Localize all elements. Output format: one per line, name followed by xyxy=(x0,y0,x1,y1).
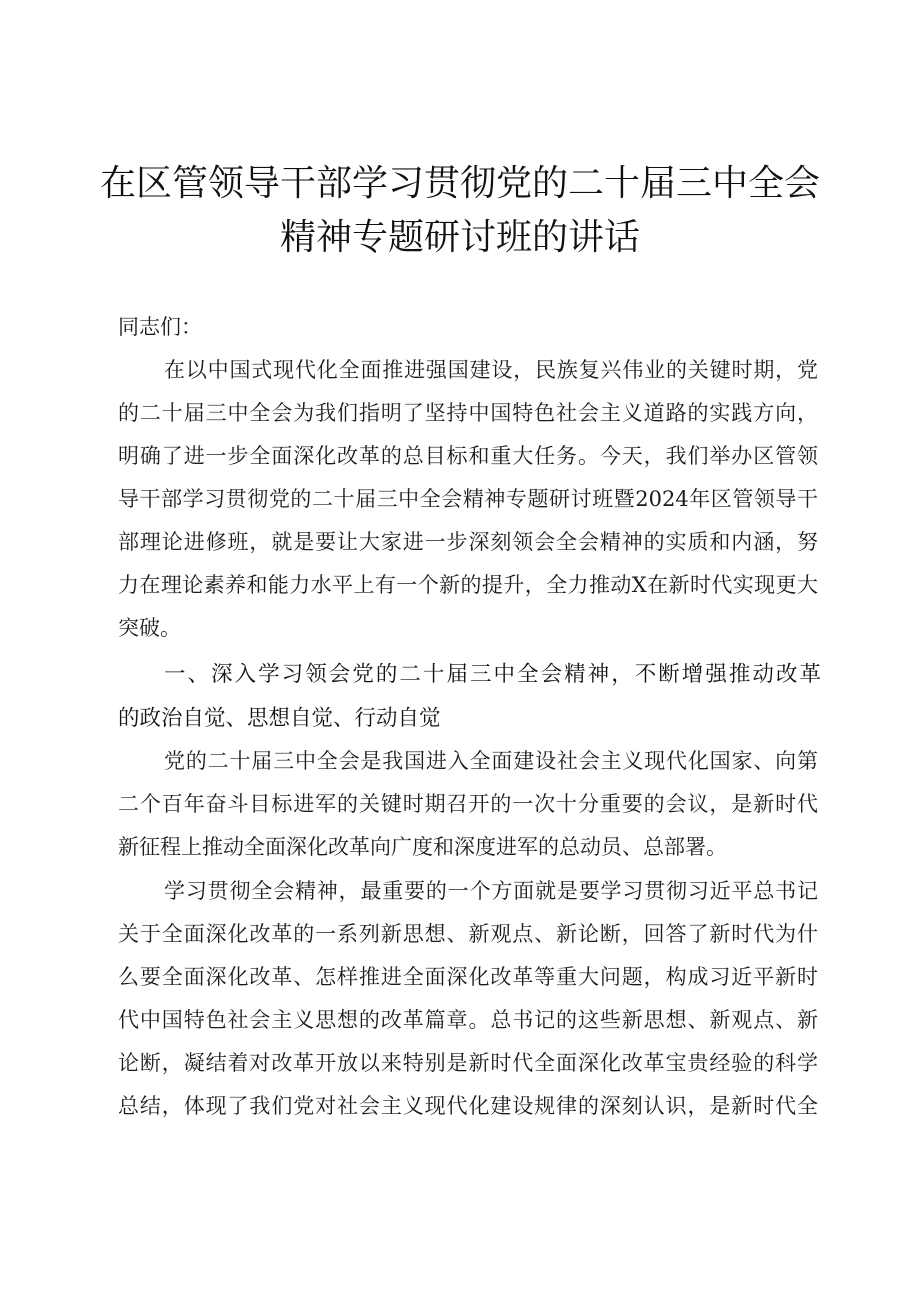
para3-line: 代中国特色社会主义思想的改革篇章。总书记的这些新思想、新观点、新 xyxy=(118,1008,818,1032)
para3-line: 论断，凝结着对改革开放以来特别是新时代全面深化改革宝贵经验的科学 xyxy=(118,1051,818,1075)
para1-line: 力在理论素养和能力水平上有一个新的提升，全力推动X在新时代实现更大 xyxy=(118,573,818,597)
salutation: 同志们： xyxy=(118,315,202,339)
para1-line: 突破。 xyxy=(118,616,181,640)
para1-line: 明确了进一步全面深化改革的总目标和重大任务。今天，我们举办区管领 xyxy=(118,444,818,468)
para2-line: 党的二十届三中全会是我国进入全面建设社会主义现代化国家、向第 xyxy=(164,749,818,773)
para3-line: 学习贯彻全会精神，最重要的一个方面就是要学习贯彻习近平总书记 xyxy=(164,879,818,903)
para1-line: 导干部学习贯彻党的二十届三中全会精神专题研讨班暨2024年区管领导干 xyxy=(118,487,818,511)
para2-line: 二个百年奋斗目标进军的关键时期召开的一次十分重要的会议，是新时代 xyxy=(118,792,818,816)
document-title-line-1: 在区管领导干部学习贯彻党的二十届三中全会 xyxy=(99,163,820,204)
para1-line: 的二十届三中全会为我们指明了坚持中国特色社会主义道路的实践方向， xyxy=(118,401,818,425)
section-heading-line: 的政治自觉、思想自觉、行动自觉 xyxy=(118,706,441,731)
section-heading-line: 一、深入学习领会党的二十届三中全会精神，不断增强推动改革 xyxy=(164,662,821,687)
para2-line: 新征程上推动全面深化改革向广度和深度进军的总动员、总部署。 xyxy=(118,835,727,859)
para3-line: 么要全面深化改革、怎样推进全面深化改革等重大问题，构成习近平新时 xyxy=(118,965,818,989)
para1-line: 在以中国式现代化全面推进强国建设，民族复兴伟业的关键时期，党 xyxy=(164,358,818,382)
para1-line: 部理论进修班，就是要让大家进一步深刻领会全会精神的实质和内涵，努 xyxy=(118,530,818,554)
document-title-line-2: 精神专题研讨班的讲话 xyxy=(279,217,640,258)
para3-line: 关于全面深化改革的一系列新思想、新观点、新论断，回答了新时代为什 xyxy=(118,922,818,946)
para3-line: 总结，体现了我们党对社会主义现代化建设规律的深刻认识，是新时代全 xyxy=(118,1094,818,1118)
